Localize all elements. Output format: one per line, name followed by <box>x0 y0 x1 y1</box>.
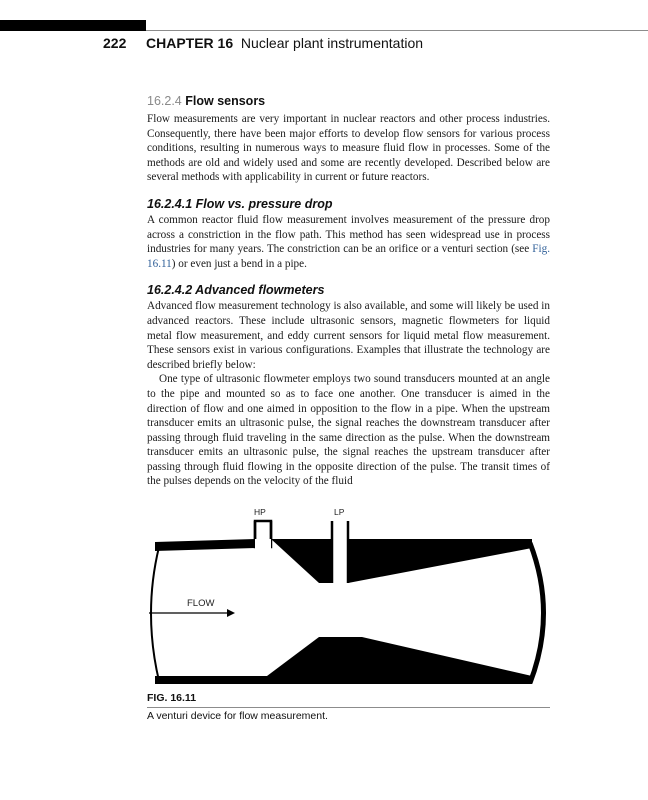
section-paragraph: Flow measurements are very important in nuclear reactors and other process industries. Consequently, there have been major efforts to develop flow sensors for various process conditions, resulting in numerous ways to measure fluid flow in processes. Some of the methods are old and widely used and some are recently developed. Described below are several methods with applicability in current or future reactors. <box>147 113 550 184</box>
venturi-top-constriction <box>271 539 332 583</box>
pipe-bottom-wall <box>155 676 532 684</box>
lp-label: LP <box>334 507 345 517</box>
page-number: 222 <box>103 35 127 51</box>
hp-label: HP <box>254 507 266 517</box>
subsection-heading-advanced-flowmeters: 16.2.4.2 Advanced flowmeters <box>147 283 325 298</box>
flow-label: FLOW <box>187 598 215 609</box>
subsection1-text-before: A common reactor fluid flow measurement involves measurement of the pressure drop across a constriction in the flow path. This method has seen widespread use in process industries for many years. The constriction can be an orifice or a venturi section (see <box>147 213 550 256</box>
figure-reference-link[interactable]: Fig. 16.11 <box>147 243 550 270</box>
flow-arrow-head <box>227 609 235 617</box>
figure-caption: A venturi device for flow measurement. <box>147 710 328 722</box>
section-number: 16.2.4 <box>147 94 182 108</box>
chapter-title: Nuclear plant instrumentation <box>240 35 424 51</box>
subsection-heading-flow-vs-pressure: 16.2.4.1 Flow vs. pressure drop <box>147 196 333 211</box>
header-rule-thin <box>146 30 648 31</box>
subsection1-paragraph <box>147 213 550 271</box>
pipe-inlet-curve <box>151 547 159 681</box>
figure-caption-rule <box>147 707 550 708</box>
venturi-diagram <box>147 503 550 691</box>
pipe-top-wall <box>155 539 255 551</box>
subsection2-paragraph2: One type of ultrasonic flowmeter employs two sound transducers mounted at an angle to the pipe and mounted so as to face one another. One transducer is aimed in the direction of flow and one aimed in opposition to the flow in a pipe. When the upstream transducer emits an ultrasonic pulse, the signal reaches the downstream transducer after passing through fluid traveling in the same direction as the pulse. When the downstream transducer emits an ultrasonic pulse, the signal reaches the upstream transducer after passing through fluid flowing in the opposite direction of the pulse. The transit times of the pulses depends on the velocity of the fluid <box>147 373 550 488</box>
header-rule-thick <box>0 20 146 31</box>
pipe-outlet-curve <box>530 543 544 683</box>
running-head <box>103 35 423 51</box>
subsection1-text-after: ) or even just a bend in a pipe. <box>171 257 307 270</box>
venturi-bottom-constriction <box>267 637 532 676</box>
section-title: Flow sensors <box>185 94 266 108</box>
section-heading <box>147 94 550 108</box>
venturi-figure <box>147 503 550 691</box>
lp-pressure-tap <box>332 521 348 585</box>
venturi-top-diverging <box>348 539 532 583</box>
main-content <box>147 94 550 489</box>
figure-label: FIG. 16.11 <box>147 692 197 704</box>
subsection2-paragraph1: Advanced flow measurement technology is also available, and some will likely be used in advanced reactors. These include ultrasonic sensors, magnetic flowmeters for liquid metal flow measurement, and eddy current sensors for liquid metal flow measurement. These sensors exist in various configurations. Examples that illustrate the technology are described briefly below: <box>147 300 550 371</box>
chapter-label: CHAPTER 16 <box>146 35 234 51</box>
